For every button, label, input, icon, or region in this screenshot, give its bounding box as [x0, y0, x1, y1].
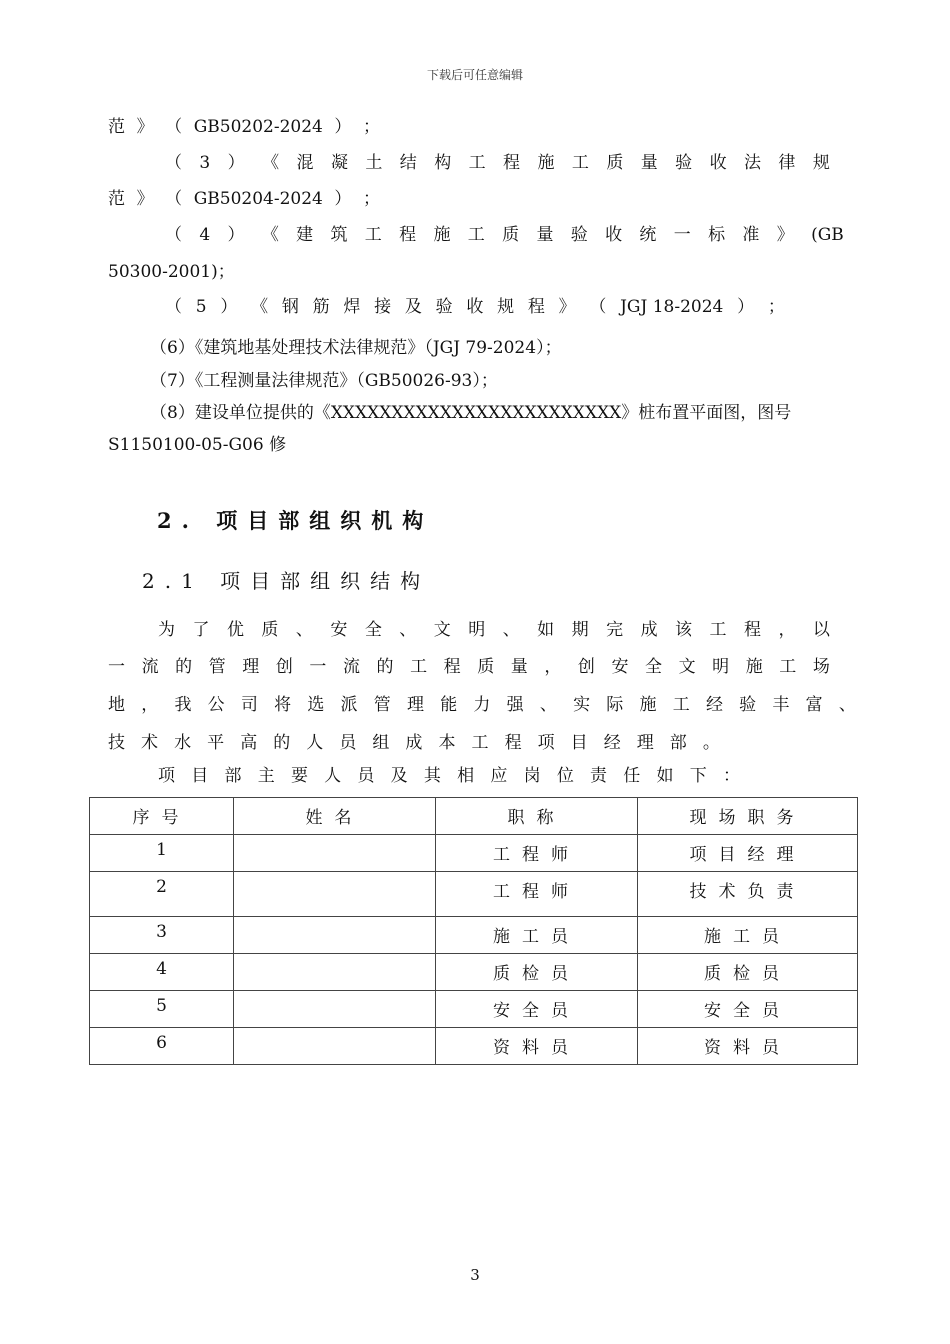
- ref-item5-line: [165, 296, 785, 318]
- glyph: 工: [471, 733, 489, 753]
- table-row: [90, 991, 858, 1028]
- para-line1: [158, 619, 830, 641]
- glyph: 责: [590, 766, 608, 786]
- glyph: 验: [739, 695, 757, 715]
- glyph: 验: [675, 153, 693, 173]
- glyph: 人: [306, 733, 324, 753]
- glyph: 规: [497, 297, 515, 317]
- glyph: 及: [404, 297, 422, 317]
- glyph: 收: [466, 297, 484, 317]
- cell-title: 施工员: [436, 917, 638, 954]
- glyph: ；: [362, 117, 380, 137]
- glyph: 派: [340, 695, 358, 715]
- glyph: 文: [678, 657, 696, 677]
- ref-item7: （7）《工程测量法律规范》（GB50026-93）；: [150, 371, 498, 391]
- glyph: 管: [373, 695, 391, 715]
- header-cell-name: 姓名: [234, 798, 436, 835]
- glyph: 如: [537, 620, 555, 640]
- glyph: 的: [273, 733, 291, 753]
- glyph: 司: [240, 695, 258, 715]
- cell-name: [234, 835, 436, 872]
- staff-table: [89, 797, 858, 1065]
- glyph: 工: [672, 695, 690, 715]
- glyph: 量: [640, 153, 658, 173]
- glyph: 程: [504, 733, 522, 753]
- glyph: 富: [805, 695, 823, 715]
- glyph: 一: [108, 657, 125, 677]
- glyph: 成: [405, 733, 423, 753]
- glyph: 水: [174, 733, 192, 753]
- glyph: 际: [606, 695, 624, 715]
- glyph: 收: [709, 153, 727, 173]
- glyph: 目: [570, 733, 588, 753]
- glyph: 术: [141, 733, 159, 753]
- glyph: 施: [639, 695, 657, 715]
- glyph: 安: [330, 620, 348, 640]
- para-line4: [108, 732, 720, 754]
- glyph: (GB: [811, 225, 844, 245]
- glyph: 钢: [281, 297, 299, 317]
- cell-no: 4: [90, 954, 234, 991]
- cell-no: 6: [90, 1028, 234, 1065]
- glyph: 管: [208, 657, 226, 677]
- glyph: 能: [440, 695, 458, 715]
- glyph: 应: [490, 766, 508, 786]
- glyph: 明: [712, 657, 730, 677]
- glyph: ）: [227, 153, 245, 173]
- glyph: 、: [539, 695, 557, 715]
- glyph: 工: [468, 153, 486, 173]
- ref-item8-line2: S1150100-05-G06 修: [108, 435, 287, 455]
- glyph: 程: [399, 225, 417, 245]
- ref-item8-line1: （8）建设单位提供的《XXXXXXXXXXXXXXXXXXXXXXXX》桩布置平面图，图号: [150, 403, 792, 423]
- glyph: （: [589, 297, 607, 317]
- glyph: 的: [376, 657, 394, 677]
- glyph: 质: [502, 225, 520, 245]
- glyph: 相: [457, 766, 475, 786]
- glyph: 流: [141, 657, 159, 677]
- header-cell-duty: 现场职务: [638, 798, 858, 835]
- cell-no: 1: [90, 835, 234, 872]
- cell-name: [234, 1028, 436, 1065]
- glyph: 任: [623, 766, 641, 786]
- glyph: 范: [108, 117, 125, 137]
- glyph: 统: [639, 225, 657, 245]
- ref-item4-line1: [165, 224, 844, 246]
- glyph: 工: [779, 657, 797, 677]
- glyph: 建: [296, 225, 314, 245]
- glyph: GB50204-2024: [193, 189, 323, 209]
- glyph: 范: [108, 189, 125, 209]
- glyph: JGJ 18-2024: [620, 297, 724, 317]
- glyph: 土: [365, 153, 383, 173]
- table-row: [90, 954, 858, 991]
- glyph: 场: [812, 657, 830, 677]
- glyph: 、: [399, 620, 417, 640]
- glyph: 要: [290, 766, 308, 786]
- glyph: 理: [636, 733, 654, 753]
- glyph: 一: [309, 657, 327, 677]
- para-line3: [108, 694, 856, 716]
- table-row: [90, 872, 858, 917]
- glyph: 为: [158, 620, 175, 640]
- glyph: 5: [195, 297, 207, 317]
- glyph: 施: [433, 225, 451, 245]
- glyph: 量: [510, 657, 528, 677]
- glyph: 收: [605, 225, 623, 245]
- cell-no: 2: [90, 872, 234, 917]
- glyph: 混: [296, 153, 314, 173]
- glyph: 地: [108, 695, 125, 715]
- glyph: 》: [776, 225, 794, 245]
- glyph: 验: [570, 225, 588, 245]
- ref-item3-line2: [108, 188, 380, 210]
- glyph: 公: [207, 695, 225, 715]
- glyph: 律: [778, 153, 796, 173]
- glyph: （: [165, 297, 182, 317]
- glyph: 4: [199, 225, 211, 245]
- glyph: 筋: [312, 297, 330, 317]
- glyph: ）: [220, 297, 238, 317]
- glyph: 文: [433, 620, 451, 640]
- glyph: 期: [571, 620, 589, 640]
- glyph: 将: [274, 695, 292, 715]
- glyph: ，: [141, 695, 159, 715]
- glyph: 了: [192, 620, 210, 640]
- cell-duty: 项目经理: [638, 835, 858, 872]
- cell-title: 资料员: [436, 1028, 638, 1065]
- glyph: 规: [812, 153, 830, 173]
- glyph: 技: [108, 733, 125, 753]
- glyph: 安: [611, 657, 629, 677]
- glyph: 平: [207, 733, 225, 753]
- glyph: 一: [673, 225, 691, 245]
- glyph: ，: [778, 620, 796, 640]
- glyph: 选: [307, 695, 325, 715]
- glyph: ）: [334, 117, 352, 137]
- glyph: ；: [767, 297, 785, 317]
- cell-title: 工程师: [436, 835, 638, 872]
- glyph: 创: [577, 657, 595, 677]
- table-row: [90, 917, 858, 954]
- glyph: 施: [745, 657, 763, 677]
- cell-title: 工程师: [436, 872, 638, 917]
- glyph: 项: [158, 766, 175, 786]
- glyph: 结: [399, 153, 417, 173]
- glyph: （: [165, 225, 182, 245]
- glyph: 员: [357, 766, 375, 786]
- cell-duty: 施工员: [638, 917, 858, 954]
- glyph: 全: [364, 620, 382, 640]
- table-row: [90, 835, 858, 872]
- section-heading: 2. 项目部组织机构: [157, 508, 434, 533]
- glyph: 、: [502, 620, 520, 640]
- intro-line: [158, 765, 740, 787]
- cell-no: 3: [90, 917, 234, 954]
- cell-no: 5: [90, 991, 234, 1028]
- glyph: 岗: [523, 766, 541, 786]
- cell-name: [234, 917, 436, 954]
- glyph: 其: [423, 766, 441, 786]
- glyph: 下: [689, 766, 707, 786]
- glyph: 筑: [330, 225, 348, 245]
- glyph: 人: [324, 766, 342, 786]
- glyph: GB50202-2024: [193, 117, 323, 137]
- glyph: （: [165, 117, 183, 137]
- glyph: ；: [362, 189, 380, 209]
- glyph: 接: [374, 297, 392, 317]
- glyph: 经: [603, 733, 621, 753]
- glyph: 创: [275, 657, 293, 677]
- section-subheading: 2.1 项目部组织结构: [142, 569, 431, 593]
- glyph: 工: [709, 620, 727, 640]
- page-number: 3: [470, 1266, 480, 1284]
- glyph: 高: [240, 733, 258, 753]
- glyph: 《: [251, 297, 269, 317]
- glyph: 》: [558, 297, 576, 317]
- glyph: 理: [242, 657, 260, 677]
- para-line2: [108, 656, 830, 678]
- glyph: 程: [443, 657, 461, 677]
- cell-name: [234, 954, 436, 991]
- glyph: 质: [261, 620, 279, 640]
- glyph: 及: [390, 766, 408, 786]
- glyph: 组: [372, 733, 390, 753]
- glyph: 《: [261, 225, 279, 245]
- glyph: 该: [675, 620, 693, 640]
- glyph: 成: [640, 620, 658, 640]
- glyph: 员: [339, 733, 357, 753]
- glyph: 《: [262, 153, 280, 173]
- glyph: 强: [506, 695, 524, 715]
- glyph: 程: [527, 297, 545, 317]
- cell-name: [234, 991, 436, 1028]
- glyph: 完: [606, 620, 624, 640]
- glyph: 、: [838, 695, 856, 715]
- glyph: 部: [224, 766, 242, 786]
- glyph: （: [165, 153, 182, 173]
- glyph: 力: [473, 695, 491, 715]
- glyph: 优: [226, 620, 244, 640]
- glyph: 》: [136, 189, 154, 209]
- glyph: 3: [199, 153, 211, 173]
- glyph: ，: [544, 657, 562, 677]
- cell-duty: 资料员: [638, 1028, 858, 1065]
- header-cell-no: 序号: [90, 798, 234, 835]
- glyph: 部: [669, 733, 687, 753]
- glyph: 本: [438, 733, 456, 753]
- ref-item3-line1: [165, 152, 830, 174]
- glyph: 。: [702, 733, 720, 753]
- glyph: 程: [743, 620, 761, 640]
- ref-item6: （6）《建筑地基处理技术法律规范》（JGJ 79-2024）；: [150, 338, 562, 358]
- glyph: 程: [503, 153, 521, 173]
- glyph: ）: [227, 225, 245, 245]
- glyph: 我: [174, 695, 192, 715]
- glyph: 全: [645, 657, 662, 677]
- glyph: 、: [295, 620, 313, 640]
- ref-item2-continuation: [108, 116, 380, 138]
- cell-duty: 技术负责: [638, 872, 858, 917]
- glyph: ）: [737, 297, 755, 317]
- glyph: （: [165, 189, 183, 209]
- glyph: 施: [537, 153, 555, 173]
- glyph: 流: [342, 657, 360, 677]
- glyph: 位: [556, 766, 574, 786]
- glyph: 的: [175, 657, 193, 677]
- cell-duty: 质检员: [638, 954, 858, 991]
- glyph: 准: [742, 225, 760, 245]
- glyph: 量: [536, 225, 554, 245]
- glyph: 法: [744, 153, 761, 173]
- glyph: 验: [435, 297, 453, 317]
- glyph: 质: [606, 153, 624, 173]
- glyph: ）: [334, 189, 352, 209]
- glyph: 标: [708, 225, 726, 245]
- glyph: 理: [406, 695, 424, 715]
- glyph: 实: [573, 695, 591, 715]
- glyph: 以: [812, 620, 830, 640]
- glyph: 凝: [330, 153, 348, 173]
- glyph: ：: [722, 766, 740, 786]
- glyph: 经: [705, 695, 723, 715]
- glyph: 工: [364, 225, 382, 245]
- cell-name: [234, 872, 436, 917]
- glyph: 构: [434, 153, 452, 173]
- cell-title: 安全员: [436, 991, 638, 1028]
- glyph: 工: [467, 225, 485, 245]
- ref-item4-line2: 50300-2001)；: [108, 262, 235, 282]
- glyph: 明: [468, 620, 486, 640]
- glyph: 项: [537, 733, 555, 753]
- glyph: 焊: [343, 297, 361, 317]
- glyph: 质: [477, 657, 495, 677]
- glyph: 》: [136, 117, 154, 137]
- glyph: 目: [191, 766, 209, 786]
- page-header: 下载后可任意编辑: [426, 68, 523, 82]
- glyph: 丰: [772, 695, 790, 715]
- glyph: 主: [257, 766, 275, 786]
- cell-duty: 安全员: [638, 991, 858, 1028]
- glyph: 工: [571, 153, 589, 173]
- table-header-row: [90, 798, 858, 835]
- table-row: [90, 1028, 858, 1065]
- glyph: 如: [656, 766, 674, 786]
- cell-title: 质检员: [436, 954, 638, 991]
- glyph: 工: [410, 657, 428, 677]
- header-cell-title: 职称: [436, 798, 638, 835]
